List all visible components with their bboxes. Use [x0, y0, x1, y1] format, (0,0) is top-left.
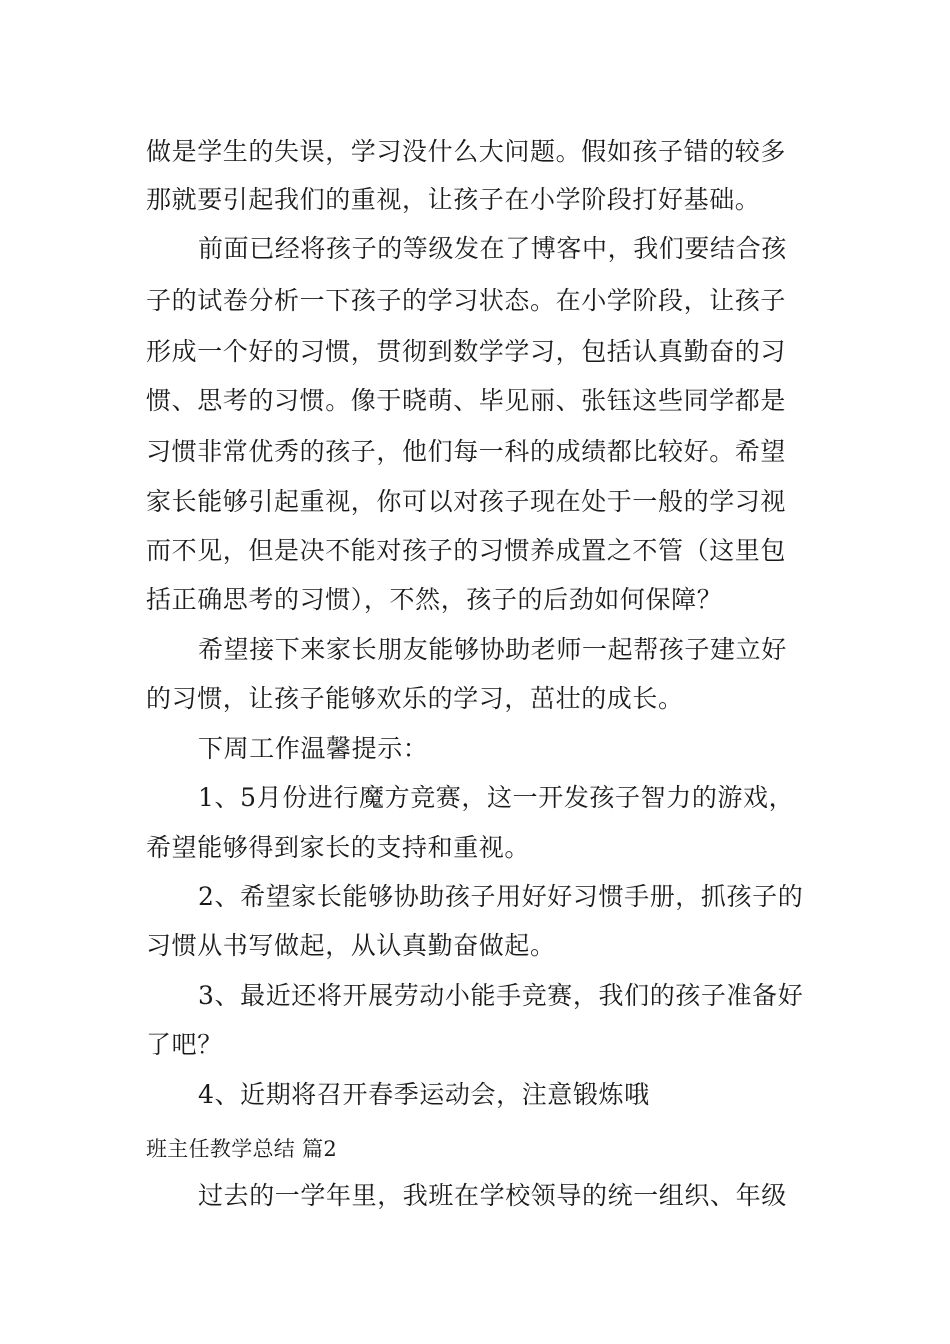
tip-item-line: 3、最近还将开展劳动小能手竞赛，我们的孩子准备好 [198, 981, 804, 1010]
paragraph-line: 希望接下来家长朋友能够协助老师一起帮孩子建立好 [198, 635, 787, 664]
tip-item-line: 1、5月份进行魔方竞赛，这一开发孩子智力的游戏， [198, 783, 795, 812]
tips-heading: 下周工作温馨提示： [198, 734, 429, 763]
paragraph-line: 括正确思考的习惯），不然，孩子的后劲如何保障？ [146, 585, 723, 614]
paragraph-line: 前面已经将孩子的等级发在了博客中，我们要结合孩 [198, 234, 787, 263]
paragraph-line: 形成一个好的习惯，贯彻到数学学习，包括认真勤奋的习 [146, 337, 787, 366]
paragraph-line: 惯、思考的习惯。像于晓萌、毕见丽、张钰这些同学都是 [146, 386, 787, 415]
tip-item-line: 希望能够得到家长的支持和重视。 [146, 833, 531, 862]
paragraph-line: 做是学生的失误，学习没什么大问题。假如孩子错的较多 [146, 137, 787, 166]
paragraph-line: 家长能够引起重视，你可以对孩子现在处于一般的学习视 [146, 487, 787, 516]
paragraph-line: 子的试卷分析一下孩子的学习状态。在小学阶段，让孩子 [146, 286, 787, 315]
paragraph-line: 而不见，但是决不能对孩子的习惯养成置之不管（这里包 [146, 536, 787, 565]
section-heading: 班主任教学总结 篇2 [146, 1137, 338, 1161]
tip-item-line: 2、希望家长能够协助孩子用好好习惯手册，抓孩子的 [198, 882, 804, 911]
tip-item-line: 了吧？ [146, 1030, 223, 1059]
paragraph-line: 那就要引起我们的重视，让孩子在小学阶段打好基础。 [146, 185, 761, 214]
tip-item-line: 习惯从书写做起，从认真勤奋做起。 [146, 931, 556, 960]
paragraph-line: 过去的一学年里，我班在学校领导的统一组织、年级 [198, 1181, 787, 1210]
tip-item-line: 4、近期将召开春季运动会，注意锻炼哦 [198, 1080, 650, 1109]
paragraph-line: 习惯非常优秀的孩子，他们每一科的成绩都比较好。希望 [146, 437, 787, 466]
paragraph-line: 的习惯，让孩子能够欢乐的学习，茁壮的成长。 [146, 684, 684, 713]
